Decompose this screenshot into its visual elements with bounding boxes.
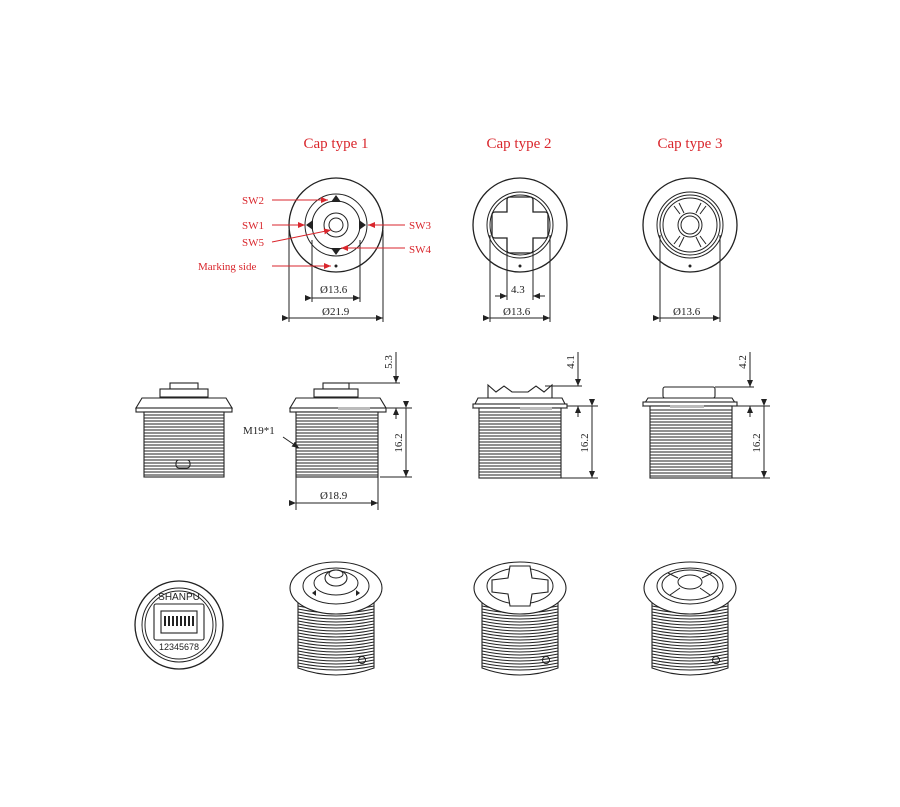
- iso-view-cap-2: [474, 562, 566, 675]
- cap1-outer-diameter: Ø21.9: [322, 306, 350, 318]
- sw2-label: SW2: [242, 195, 264, 207]
- side-view-cap-3: [643, 352, 770, 478]
- cap2-cross-width: 4.3: [511, 284, 525, 296]
- cap1-inner-diameter: Ø13.6: [320, 284, 348, 296]
- cap3-height-dim: 4.2: [737, 355, 749, 369]
- cap-type-2-title: Cap type 2: [486, 136, 552, 152]
- cap1-height-dim: 5.3: [383, 355, 395, 369]
- side-view-back: [136, 383, 232, 477]
- iso-view-cap-3: [644, 562, 736, 675]
- body1-height-dim: 16.2: [393, 433, 405, 453]
- sw3-label: SW3: [409, 220, 431, 232]
- thread-diameter-dim: Ø18.9: [320, 490, 348, 502]
- sw1-label: SW1: [242, 220, 264, 232]
- thread-spec-label: M19*1: [243, 425, 275, 437]
- sw5-label: SW5: [242, 237, 264, 249]
- side-view-cap-1: [283, 352, 412, 510]
- sw4-label: SW4: [409, 244, 431, 256]
- cap3-diameter: Ø13.6: [673, 306, 701, 318]
- body2-height-dim: 16.2: [579, 433, 591, 453]
- cap-type-1-title: Cap type 1: [303, 136, 369, 152]
- cap-type-3-top-view: [643, 178, 737, 322]
- body3-height-dim: 16.2: [751, 433, 763, 453]
- cap-type-3-title: Cap type 3: [657, 136, 723, 152]
- cap-type-2-top-view: [473, 178, 567, 322]
- iso-view-cap-1: [290, 562, 382, 675]
- cap2-height-dim: 4.1: [565, 355, 577, 369]
- side-view-cap-2: [473, 352, 598, 478]
- brand-marking: SHANPU: [158, 592, 200, 603]
- code-marking: 12345678: [158, 642, 200, 652]
- cap2-diameter: Ø13.6: [503, 306, 531, 318]
- marking-side-label: Marking side: [198, 261, 257, 273]
